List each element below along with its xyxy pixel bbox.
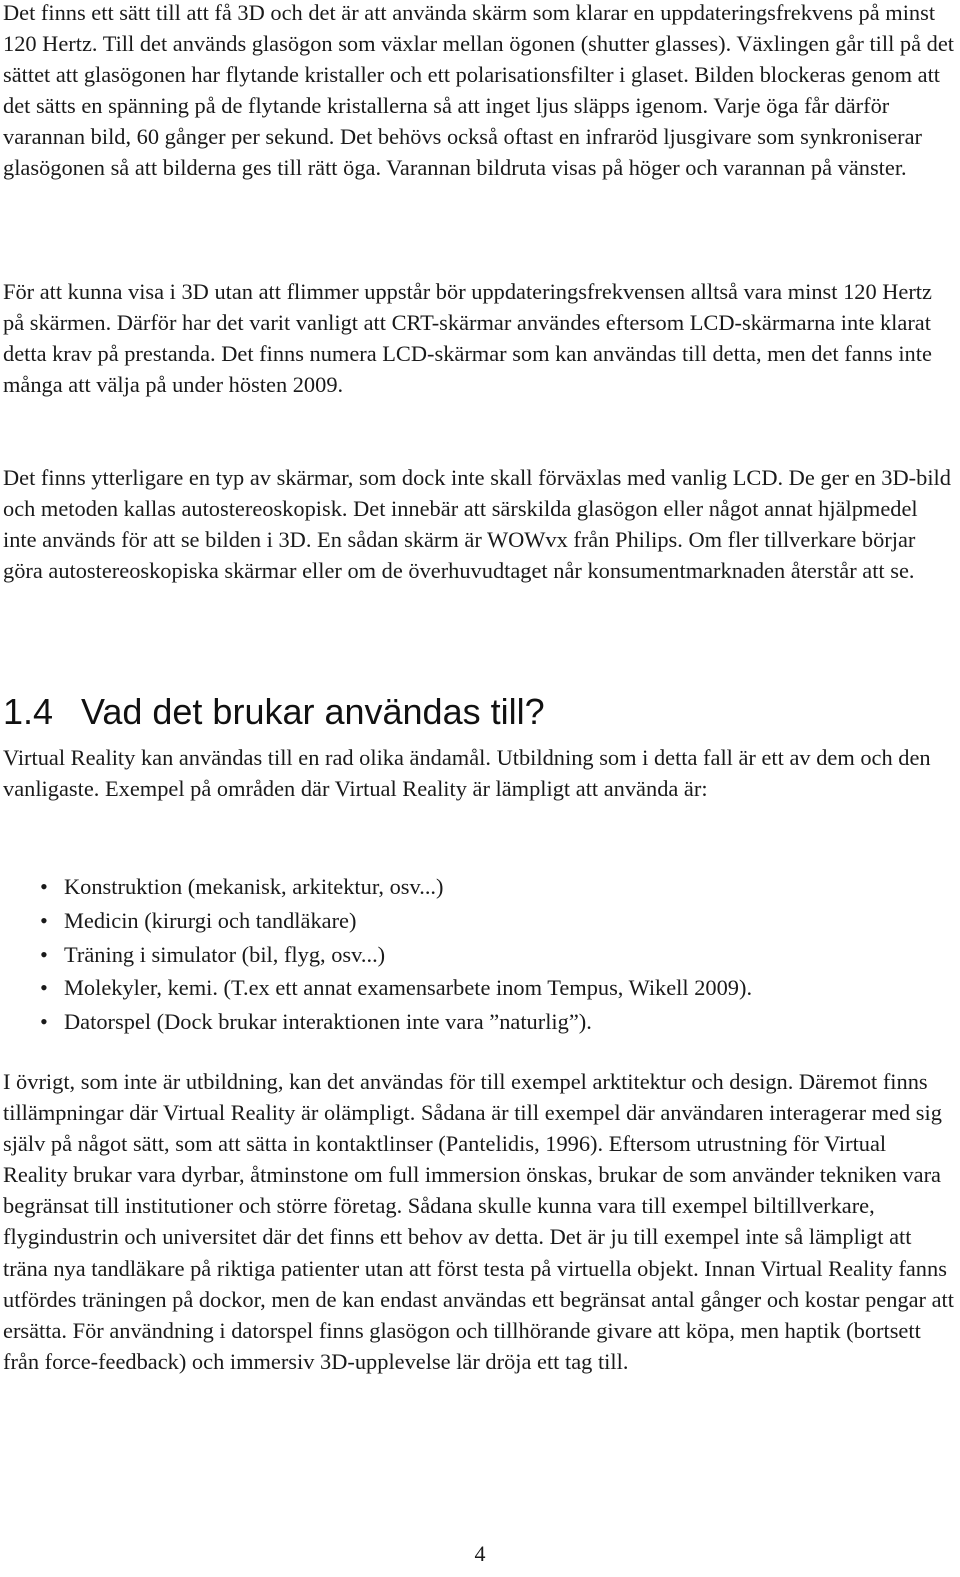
paragraph-refresh-rate: För att kunna visa i 3D utan att flimmer uppstår bör uppdateringsfrekvensen alltså vara minst 120 Hertz på skärmen. Därför har det varit vanligt att CRT-skärmar användes eftersom LCD-skärmarna inte klarat detta krav på prestanda. Det finns numera LCD-skärmar som kan användas till detta, men det fanns inte många att välja på under hösten 2009. — [3, 279, 932, 398]
section-title: Vad det brukar användas till? — [81, 691, 545, 732]
section-heading — [3, 690, 545, 734]
paragraph-autostereoscopic: Det finns ytterligare en typ av skärmar, som dock inte skall förväxlas med vanlig LCD. De ger en 3D-bild och metoden kallas autostereoskopisk. Det innebär att särskilda glasögon eller något annat hjälpmedel inte används för att se bilden i 3D. En sådan skärm är WOWvx från Philips. Om fler tillverkare börjar göra autostereoskopiska skärmar eller om de överhuvudtaget når konsumentmarknaden återstår att se. — [3, 465, 951, 584]
list-item-text: Molekyler, kemi. (T.ex ett annat examensarbete inom Tempus, Wikell 2009). — [64, 975, 753, 1001]
paragraph-intro-uses: Virtual Reality kan användas till en rad olika ändamål. Utbildning som i detta fall är ett av dem och den vanligaste. Exempel på områden där Virtual Reality är lämpligt att använda är: — [3, 745, 931, 802]
section-number: 1.4 — [3, 691, 54, 732]
bullet-icon: • — [40, 1009, 48, 1035]
list-item — [3, 904, 955, 938]
list-item — [3, 971, 955, 1005]
paragraph-shutter-glasses: Det finns ett sätt till att få 3D och det är att använda skärm som klarar en uppdateringsfrekvens på minst 120 Hertz. Till det används glasögon som växlar mellan ögonen (shutter glasses). Växlingen går till på det sättet att glasögonen har flytande kristaller och ett polarisationsfilter i glaset. Bilden blockeras genom att det sätts en spänning på de flytande kristallerna så att inget ljus släpps igenom. Varje öga får därför varannan bild, 60 gånger per sekund. Det behövs också oftast en infraröd ljusgivare som synkroniserar glasögonen så att bilderna ges till rätt öga. Varannan bildruta visas på höger och varannan på vänster. — [3, 0, 955, 181]
uses-list — [3, 870, 955, 1039]
list-item-text: Datorspel (Dock brukar interaktionen inte vara ”naturlig”). — [64, 1009, 592, 1035]
bullet-icon: • — [40, 874, 48, 899]
page-number: 4 — [474, 1541, 486, 1566]
list-item-text: Konstruktion (mekanisk, arkitektur, osv...) — [64, 874, 444, 899]
list-item — [3, 938, 955, 972]
list-item — [3, 870, 955, 904]
bullet-icon: • — [40, 941, 48, 967]
list-item-text: Träning i simulator (bil, flyg, osv...) — [64, 941, 386, 967]
list-item-text: Medicin (kirurgi och tandläkare) — [64, 907, 357, 933]
list-item — [3, 1005, 955, 1039]
bullet-icon: • — [40, 975, 48, 1001]
bullet-icon: • — [40, 907, 48, 933]
paragraph-other-uses: I övrigt, som inte är utbildning, kan det användas för till exempel arktitektur och design. Däremot finns tillämpningar där Virtual Reality är olämpligt. Sådana är till exempel där användaren interagerar med sig själv på något sätt, som att sätta in kontaktlinser (Pantelidis, 1996). Eftersom utrustning för Virtual Reality brukar vara dyrbar, åtminstone om full immersion önskas, brukar de som använder tekniken vara begränsat till institutioner och större företag. Sådana skulle kunna vara till exempel biltillverkare, flygindustrin och universitet där det finns ett behov av detta. Det är ju till exempel inte så lämpligt att träna nya tandläkare på riktiga patienter utan att först testa på virtuella objekt. Innan Virtual Reality fanns utfördes träningen på dockor, men de kan endast användas ett begränsat antal gånger och kostar pengar att ersätta. För användning i datorspel finns glasögon och tillhörande givare att köpa, men haptik (bortsett från force-feedback) och immersiv 3D-upplevelse lär dröja ett tag till. — [3, 1069, 954, 1374]
